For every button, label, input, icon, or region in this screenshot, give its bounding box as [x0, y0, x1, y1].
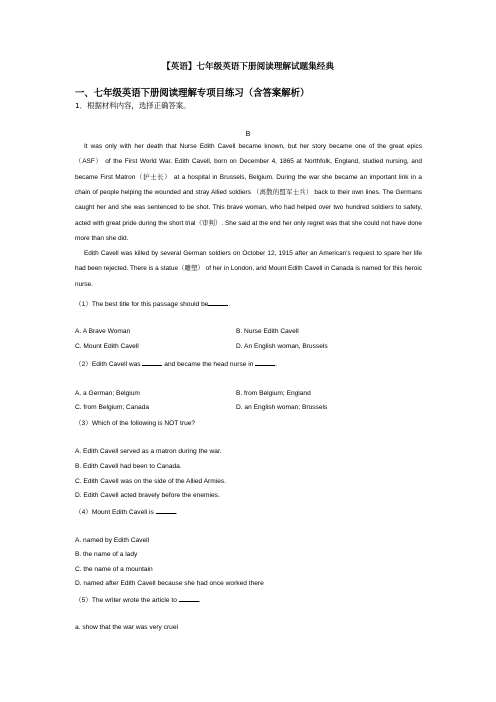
option-c[interactable]: C. the name of a mountain — [75, 566, 153, 573]
option-c[interactable]: C. from Belgium; Canada — [75, 404, 150, 411]
option-c[interactable]: C. Mount Edith Cavell — [75, 343, 139, 350]
answer-blank — [142, 359, 162, 366]
question-stem-end: . — [275, 361, 278, 368]
option-b[interactable]: B. Nurse Edith Cavell — [236, 328, 299, 335]
option-d[interactable]: D. An English woman, Brussels — [236, 343, 328, 350]
question-stem-end: . — [175, 509, 178, 516]
question-stem-text: （2）Edith Cavell was — [75, 361, 141, 368]
passage-label: B — [245, 131, 251, 138]
question-1-stem — [75, 298, 230, 308]
passage-paragraph-2: Edith Cavell was killed by several German soldiers on October 12, 1915 after an American's request to spare her life had been rejected. There is a statue（雕塑） of her in London, arid Mount Edith Cavell in Canada is named for this heroic nurse. — [75, 250, 422, 288]
option-b[interactable]: B. from Belgium; England — [236, 390, 311, 397]
question-stem-text: （4）Mount Edith Cavell is — [75, 509, 154, 516]
question-2-stem — [75, 358, 277, 368]
answer-blank — [255, 359, 278, 368]
option-c[interactable]: C. Edith Cavell was on the side of the Allied Armies. — [75, 478, 226, 485]
question-3-stem: （3）Which of the following is NOT true? — [75, 420, 196, 427]
passage-paragraph-1: It was only with her death that Nurse Edith Cavell became known, but her story became one of the great epics （ASF） of the First World War. Edith Cavell, born on December 4, 1865 at Northfolk, England, studied nursing, and became First Matron（护士长） at a hospital in Brussels, Belgium. During the war she became an important link in a chain of people helping the wounded and stray Allied soldiers （离散的盟军士兵） back to their own lines. The Germans caught her and she was sentenced to be shot. This brave woman, who had helped over two hundred soldiers to safety, acted with great pride during the short trial（审判）. She said at the end her only regret was that she could not have done more than she did. — [75, 143, 422, 243]
option-a[interactable]: A. A Brave Woman — [75, 328, 131, 335]
question-4-stem — [75, 506, 177, 516]
option-a[interactable]: A. named by Edith Cavell — [75, 537, 150, 544]
answer-blank — [156, 507, 176, 514]
answer-blank — [208, 299, 231, 308]
section-heading: 一、七年级英语下册阅读理解专项目练习（含答案解析） — [75, 88, 310, 99]
document-title: 【英语】七年级英语下册阅读理解试题集经典 — [162, 62, 334, 72]
option-d[interactable]: D. Edith Cavell acted bravely before the enemies. — [75, 492, 220, 499]
option-b[interactable]: B. the name of a lady — [75, 551, 138, 558]
question-stem-middle: and became the head nurse in — [164, 361, 254, 368]
option-d[interactable]: D. named after Edith Cavell because she had once worked there — [75, 580, 264, 587]
option-b[interactable]: B. Edith Cavell had been to Canada. — [75, 463, 182, 470]
question-stem-end: . — [228, 301, 231, 308]
question-5-stem — [75, 594, 201, 604]
option-a[interactable]: A. Edith Cavell served as a matron during the war. — [75, 448, 222, 455]
question-stem-text: （5）The writer wrote the article to — [75, 597, 177, 604]
answer-blank — [179, 595, 199, 602]
instruction-text: 1．根据材料内容，选择正确答案。 — [75, 101, 191, 110]
question-stem-text: （1）The best title for this passage should be — [75, 301, 209, 308]
question-stem-end: . — [198, 597, 201, 604]
option-a[interactable]: a. show that the war was very cruel — [75, 624, 178, 631]
option-a[interactable]: A. a German; Belgium — [75, 390, 140, 397]
option-d[interactable]: D. an English woman; Brussels — [236, 404, 328, 411]
